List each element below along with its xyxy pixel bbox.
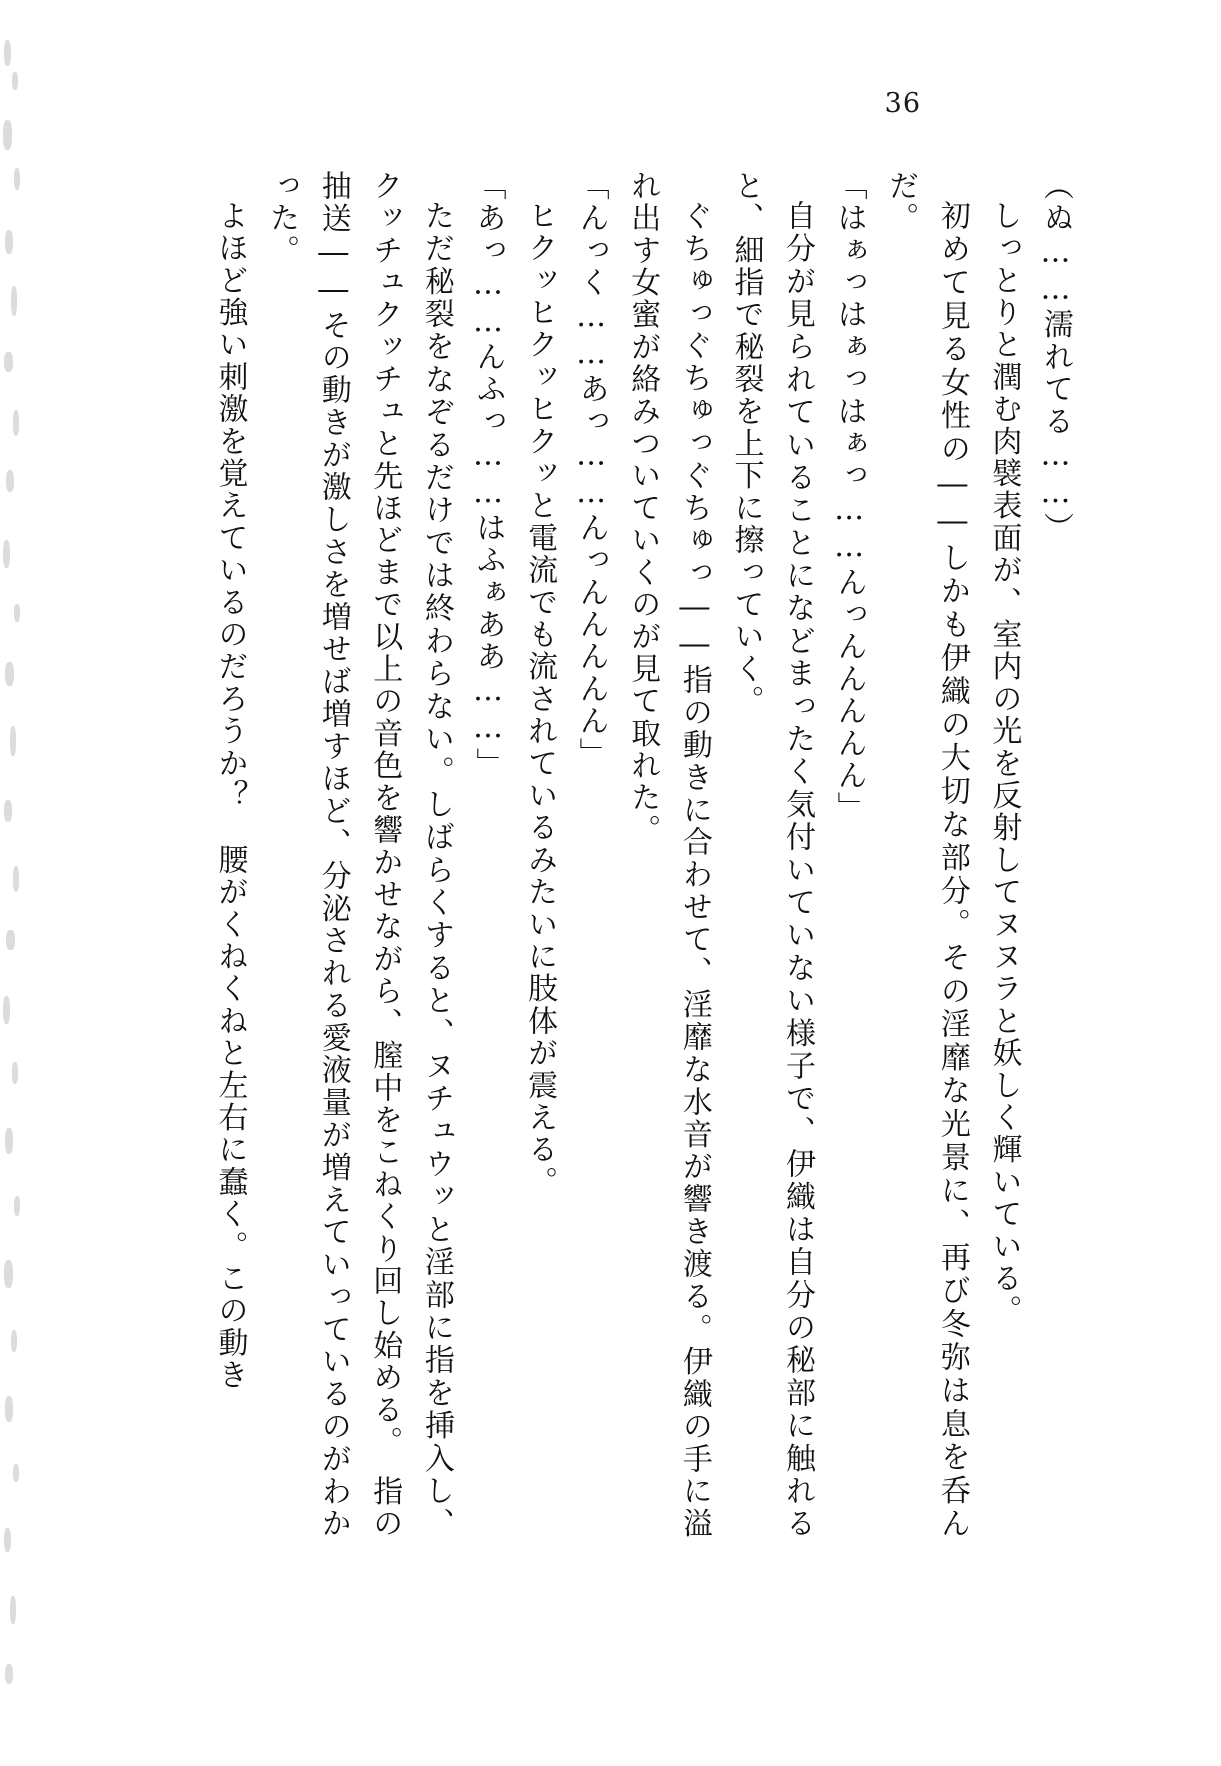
paragraph: 「はぁっはぁっはぁっ……んっんんんんん」 <box>831 170 867 824</box>
paragraph: 自分が見られていることになどまったく気付いていない様子で、伊織は自分の秘部に触れると、細指で秘裂を上下に擦っていく。 <box>728 170 816 1540</box>
body-text <box>212 170 1081 1540</box>
paragraph: 「あっ……んふっ……はふぁああ……」 <box>470 170 506 780</box>
paragraph: よほど強い刺激を覚えているのだろうか？ 腰がくねくねと左右に蠢く。この動き <box>212 200 248 1392</box>
scan-bleed-marks <box>0 0 34 1766</box>
page-number: 36 <box>884 88 921 119</box>
paragraph: ただ秘裂をなぞるだけでは終わらない。しばらくすると、ヌチュウッと淫部に指を挿入し、クッチュクッチュと先ほどまで以上の音色を響かせながら、膣中をこねくり回し始める。 指の抽送――その動きが激しさを増せば増すほど、分泌される愛液量が増えていっているのがわかった。 <box>264 170 454 1540</box>
paragraph: （ぬ……濡れてる……） <box>1038 170 1073 545</box>
paragraph: しっとりと潤む肉襞表面が、室内の光を反射してヌヌラと妖しく輝いている。 <box>986 200 1022 1327</box>
paragraph: 初めて見る女性の――しかも伊織の大切な部分。その淫靡な光景に、再び冬弥は息を呑んだ。 <box>883 170 970 1540</box>
paragraph: ヒクッヒクッヒクッと電流でも流されているみたいに肢体が震える。 <box>522 200 558 1199</box>
paragraph: ぐちゅっぐちゅっぐちゅっ――指の動きに合わせて、淫靡な水音が響き渡る。伊織の手に溢れ出す女蜜が絡みついていくのが見て取れた。 <box>625 170 712 1540</box>
paragraph: 「んっく……あっ……んっんんんんん」 <box>573 170 609 770</box>
